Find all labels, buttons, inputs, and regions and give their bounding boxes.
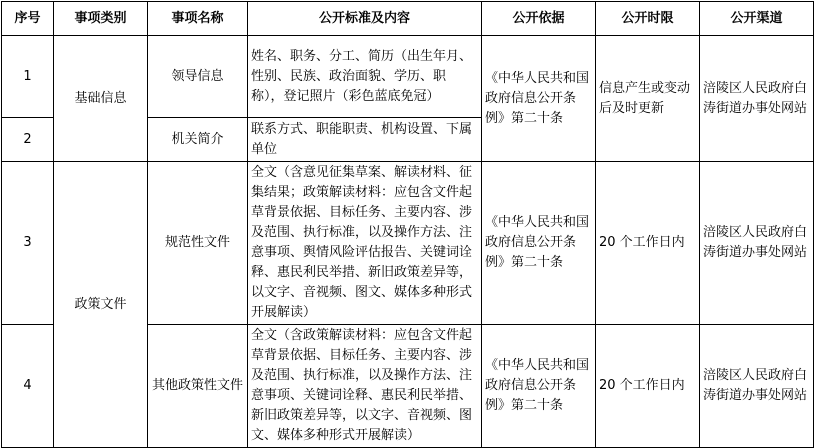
header-channel: 公开渠道: [700, 2, 814, 36]
row-item-name: 规范性文件: [148, 162, 248, 325]
row-basis: 《中华人民共和国政府信息公开条例》第二十条: [482, 36, 596, 162]
row-content: 姓名、职务、分工、简历（出生年月、性别、民族、政治面貌、学历、职称），登记照片（彩色蓝底免冠）: [248, 36, 482, 118]
row-category: 基础信息: [54, 36, 148, 162]
row-basis: 《中华人民共和国政府信息公开条例》第二十条: [482, 325, 596, 448]
header-seq: 序号: [2, 2, 54, 36]
row-content: 联系方式、职能职责、机构设置、下属单位: [248, 118, 482, 162]
header-basis: 公开依据: [482, 2, 596, 36]
row-time-limit: 20 个工作日内: [596, 325, 700, 448]
row-seq: 3: [2, 162, 54, 325]
row-channel: 涪陵区人民政府白涛街道办事处网站: [700, 36, 814, 162]
disclosure-table: [1, 1, 814, 448]
header-row: [2, 2, 814, 36]
row-seq: 4: [2, 325, 54, 448]
header-category: 事项类别: [54, 2, 148, 36]
table-row: [2, 36, 814, 118]
row-seq: 1: [2, 36, 54, 118]
header-item-name: 事项名称: [148, 2, 248, 36]
row-seq: 2: [2, 118, 54, 162]
table-row: [2, 162, 814, 325]
row-time-limit: 信息产生或变动后及时更新: [596, 36, 700, 162]
row-item-name: 其他政策性文件: [148, 325, 248, 448]
row-time-limit: 20 个工作日内: [596, 162, 700, 325]
row-basis: 《中华人民共和国政府信息公开条例》第二十条: [482, 162, 596, 325]
row-item-name: 领导信息: [148, 36, 248, 118]
header-content: 公开标准及内容: [248, 2, 482, 36]
row-content: 全文（含政策解读材料：应包含文件起草背景依据、目标任务、主要内容、涉及范围、执行标准，以及操作方法、注意事项、关键词诠释、惠民利民举措、新旧政策差异等，以文字、音视频、图文、媒体多种形式开展解读）: [248, 325, 482, 448]
header-time-limit: 公开时限: [596, 2, 700, 36]
row-channel: 涪陵区人民政府白涛街道办事处网站: [700, 162, 814, 325]
row-category: 政策文件: [54, 162, 148, 448]
row-item-name: 机关简介: [148, 118, 248, 162]
row-channel: 涪陵区人民政府白涛街道办事处网站: [700, 325, 814, 448]
row-content: 全文（含意见征集草案、解读材料、征集结果；政策解读材料：应包含文件起草背景依据、目标任务、主要内容、涉及范围、执行标准，以及操作方法、注意事项、舆情风险评估报告、关键词诠释、惠民利民举措、新旧政策差异等，以文字、音视频、图文、媒体多种形式开展解读）: [248, 162, 482, 325]
